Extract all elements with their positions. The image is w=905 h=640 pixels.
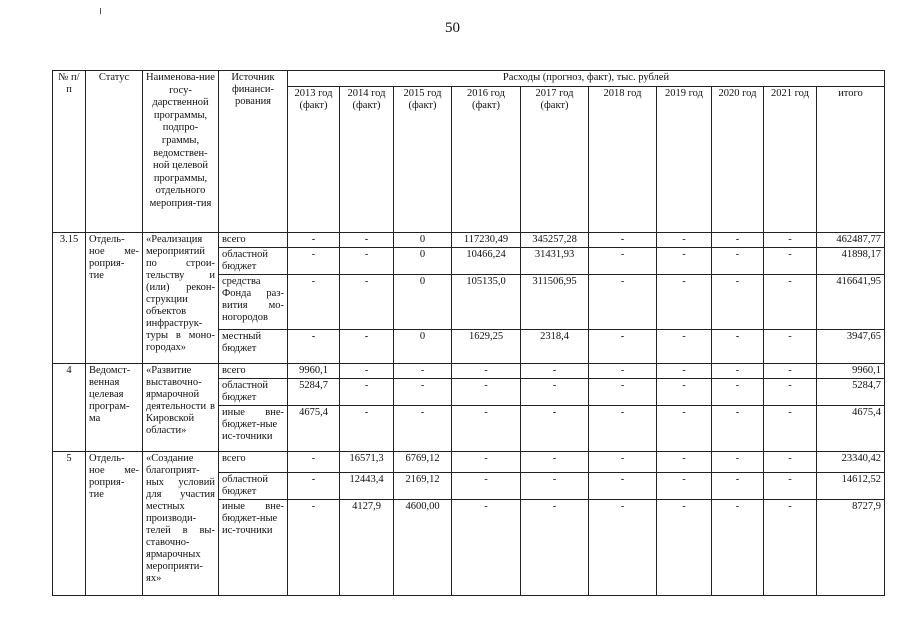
cell-value: - bbox=[712, 452, 764, 473]
cell-total: 5284,7 bbox=[817, 379, 885, 406]
header-year: 2017 год (факт) bbox=[521, 87, 589, 233]
row-funding-source: всего bbox=[219, 364, 288, 379]
cell-value: - bbox=[340, 233, 394, 248]
expenses-table bbox=[52, 70, 885, 596]
cell-value: - bbox=[340, 248, 394, 275]
scan-mark bbox=[100, 8, 101, 14]
row-program-name: «Развитие выставочно-ярмарочной деятельности в Кировской области» bbox=[143, 364, 219, 452]
cell-total: 23340,42 bbox=[817, 452, 885, 473]
table-row bbox=[53, 233, 885, 248]
cell-value: - bbox=[521, 500, 589, 596]
cell-value: - bbox=[340, 406, 394, 452]
cell-value: - bbox=[394, 364, 452, 379]
header-program-name: Наименова-ние госу-дарственной программы, подпро-граммы, ведомствен-ной целевой программы, отдельного мероприя-тия bbox=[143, 71, 219, 233]
cell-value: - bbox=[288, 248, 340, 275]
header-status: Статус bbox=[86, 71, 143, 233]
cell-value: - bbox=[589, 500, 657, 596]
cell-value: - bbox=[712, 248, 764, 275]
cell-value: - bbox=[340, 330, 394, 364]
cell-total: 416641,95 bbox=[817, 275, 885, 330]
cell-value: - bbox=[764, 364, 817, 379]
cell-value: - bbox=[452, 473, 521, 500]
cell-value: - bbox=[288, 330, 340, 364]
cell-value: 2169,12 bbox=[394, 473, 452, 500]
cell-value: - bbox=[589, 275, 657, 330]
cell-value: - bbox=[521, 406, 589, 452]
cell-value: - bbox=[657, 364, 712, 379]
cell-total: 14612,52 bbox=[817, 473, 885, 500]
cell-value: 9960,1 bbox=[288, 364, 340, 379]
cell-value: - bbox=[712, 364, 764, 379]
header-row-1 bbox=[53, 71, 885, 87]
cell-value: - bbox=[288, 275, 340, 330]
row-status: Ведомст-венная целевая програм-ма bbox=[86, 364, 143, 452]
row-number: 5 bbox=[53, 452, 86, 596]
cell-value: - bbox=[589, 379, 657, 406]
cell-value: - bbox=[521, 473, 589, 500]
cell-value: - bbox=[764, 452, 817, 473]
cell-value: - bbox=[589, 330, 657, 364]
header-year: 2018 год bbox=[589, 87, 657, 233]
cell-value: - bbox=[657, 248, 712, 275]
cell-value: - bbox=[340, 364, 394, 379]
cell-value: 12443,4 bbox=[340, 473, 394, 500]
cell-value: - bbox=[712, 233, 764, 248]
cell-value: - bbox=[657, 452, 712, 473]
cell-value: - bbox=[452, 364, 521, 379]
cell-value: - bbox=[764, 330, 817, 364]
cell-value: 105135,0 bbox=[452, 275, 521, 330]
row-status: Отдель-ное ме-роприя-тие bbox=[86, 233, 143, 364]
row-number: 4 bbox=[53, 364, 86, 452]
cell-value: 2318,4 bbox=[521, 330, 589, 364]
cell-value: 0 bbox=[394, 233, 452, 248]
cell-total: 462487,77 bbox=[817, 233, 885, 248]
cell-value: - bbox=[589, 248, 657, 275]
cell-value: - bbox=[657, 330, 712, 364]
row-funding-source: всего bbox=[219, 233, 288, 248]
cell-value: - bbox=[521, 452, 589, 473]
cell-value: - bbox=[340, 275, 394, 330]
row-status: Отдель-ное ме-роприя-тие bbox=[86, 452, 143, 596]
cell-value: 311506,95 bbox=[521, 275, 589, 330]
table-row bbox=[53, 452, 885, 473]
cell-value: - bbox=[288, 473, 340, 500]
cell-value: - bbox=[589, 364, 657, 379]
row-number: 3.15 bbox=[53, 233, 86, 364]
cell-value: - bbox=[764, 379, 817, 406]
cell-value: - bbox=[657, 379, 712, 406]
header-year: 2019 год bbox=[657, 87, 712, 233]
cell-value: - bbox=[288, 500, 340, 596]
cell-value: - bbox=[764, 233, 817, 248]
cell-value: 345257,28 bbox=[521, 233, 589, 248]
cell-total: 8727,9 bbox=[817, 500, 885, 596]
page-number: 50 bbox=[445, 20, 460, 36]
cell-value: - bbox=[589, 406, 657, 452]
cell-value: - bbox=[712, 406, 764, 452]
cell-value: 10466,24 bbox=[452, 248, 521, 275]
cell-value: - bbox=[521, 379, 589, 406]
header-funding-source: Источник финанси-рования bbox=[219, 71, 288, 233]
cell-value: - bbox=[712, 473, 764, 500]
row-funding-source: иные вне-бюджет-ные ис-точники bbox=[219, 406, 288, 452]
cell-value: - bbox=[764, 248, 817, 275]
header-total: итого bbox=[817, 87, 885, 233]
cell-value: 5284,7 bbox=[288, 379, 340, 406]
row-funding-source: всего bbox=[219, 452, 288, 473]
cell-total: 4675,4 bbox=[817, 406, 885, 452]
cell-value: - bbox=[288, 452, 340, 473]
cell-value: 4675,4 bbox=[288, 406, 340, 452]
cell-value: - bbox=[589, 452, 657, 473]
cell-value: - bbox=[657, 500, 712, 596]
cell-value: - bbox=[764, 473, 817, 500]
cell-value: 16571,3 bbox=[340, 452, 394, 473]
cell-value: - bbox=[452, 500, 521, 596]
cell-value: - bbox=[764, 500, 817, 596]
row-program-name: «Реализация мероприятий по строи-тельству и (или) рекон-струкции объектов инфраструк-туры в моно-городах» bbox=[143, 233, 219, 364]
header-no: № п/п bbox=[53, 71, 86, 233]
cell-value: - bbox=[657, 275, 712, 330]
cell-value: - bbox=[712, 275, 764, 330]
cell-value: - bbox=[340, 379, 394, 406]
row-funding-source: областной бюджет bbox=[219, 379, 288, 406]
row-funding-source: иные вне-бюджет-ные ис-точники bbox=[219, 500, 288, 596]
cell-value: - bbox=[288, 233, 340, 248]
cell-value: - bbox=[589, 233, 657, 248]
header-year: 2016 год (факт) bbox=[452, 87, 521, 233]
cell-value: - bbox=[394, 406, 452, 452]
header-year: 2013 год (факт) bbox=[288, 87, 340, 233]
cell-value: - bbox=[712, 330, 764, 364]
cell-value: 0 bbox=[394, 275, 452, 330]
row-funding-source: областной бюджет bbox=[219, 248, 288, 275]
header-expenses: Расходы (прогноз, факт), тыс. рублей bbox=[288, 71, 885, 87]
header-year: 2015 год (факт) bbox=[394, 87, 452, 233]
cell-value: - bbox=[394, 379, 452, 406]
cell-total: 41898,17 bbox=[817, 248, 885, 275]
cell-value: - bbox=[452, 452, 521, 473]
cell-value: - bbox=[657, 233, 712, 248]
cell-total: 3947,65 bbox=[817, 330, 885, 364]
cell-value: - bbox=[452, 379, 521, 406]
cell-value: - bbox=[764, 275, 817, 330]
header-year: 2020 год bbox=[712, 87, 764, 233]
row-funding-source: областной бюджет bbox=[219, 473, 288, 500]
cell-value: 0 bbox=[394, 330, 452, 364]
cell-value: - bbox=[521, 364, 589, 379]
cell-value: - bbox=[657, 473, 712, 500]
cell-value: - bbox=[589, 473, 657, 500]
cell-value: 1629,25 bbox=[452, 330, 521, 364]
cell-value: 4600,00 bbox=[394, 500, 452, 596]
cell-value: 4127,9 bbox=[340, 500, 394, 596]
row-program-name: «Создание благоприят-ных условий для участия местных производи-телей в вы-ставочно-ярмарочных мероприяти-ях» bbox=[143, 452, 219, 596]
cell-value: 0 bbox=[394, 248, 452, 275]
cell-value: 31431,93 bbox=[521, 248, 589, 275]
cell-total: 9960,1 bbox=[817, 364, 885, 379]
header-year: 2021 год bbox=[764, 87, 817, 233]
header-year: 2014 год (факт) bbox=[340, 87, 394, 233]
table-row bbox=[53, 364, 885, 379]
cell-value: 6769,12 bbox=[394, 452, 452, 473]
row-funding-source: местный бюджет bbox=[219, 330, 288, 364]
cell-value: - bbox=[712, 500, 764, 596]
cell-value: - bbox=[657, 406, 712, 452]
cell-value: - bbox=[764, 406, 817, 452]
cell-value: - bbox=[712, 379, 764, 406]
row-funding-source: средства Фонда раз-вития мо-ногородов bbox=[219, 275, 288, 330]
cell-value: 117230,49 bbox=[452, 233, 521, 248]
cell-value: - bbox=[452, 406, 521, 452]
